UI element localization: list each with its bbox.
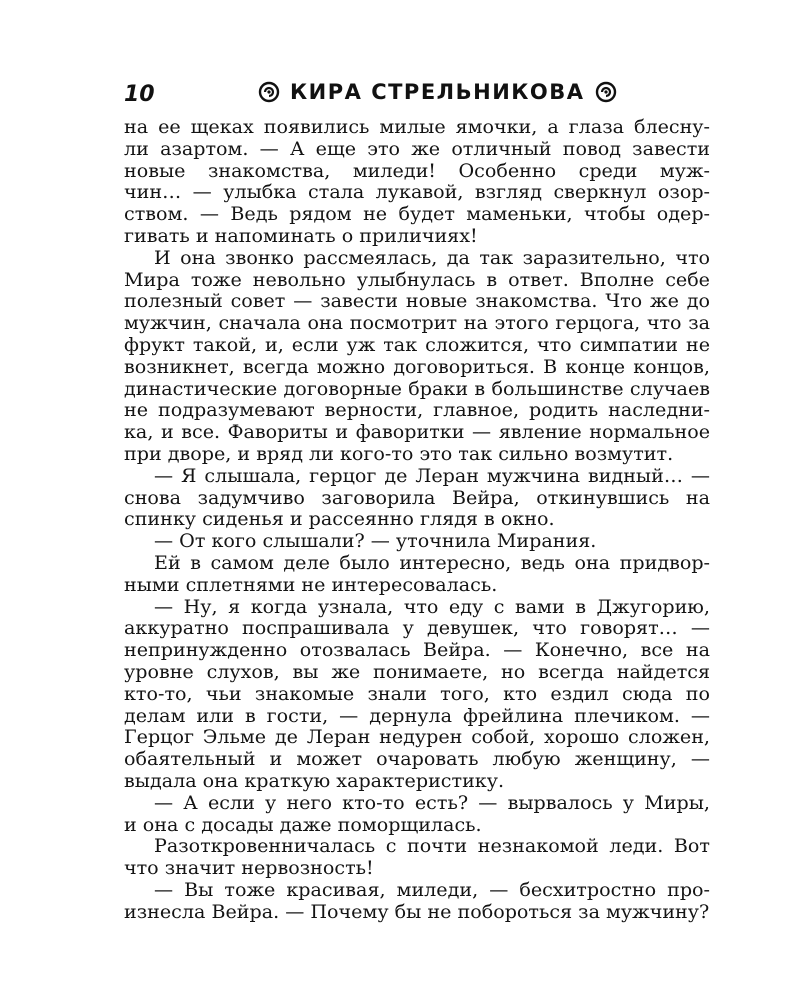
text-line: не подразумевают верности, главное, родить наследни- bbox=[124, 398, 710, 422]
text-line: — А если у него кто-то есть? — вырвалось у Миры, bbox=[154, 790, 710, 814]
text-line: ли азартом. — А еще это же отличный повод завести bbox=[124, 136, 710, 160]
text-line: возникнет, всегда можно договориться. В конце концов, bbox=[124, 354, 710, 378]
page-header bbox=[120, 78, 720, 114]
text-line: ными сплетнями не интересовалась. bbox=[124, 572, 498, 596]
text-line: — От кого слышали? — уточнила Мирания. bbox=[154, 529, 597, 553]
text-line: и она с досады даже поморщилась. bbox=[124, 812, 482, 836]
text-line: на ее щеках появились милые ямочки, а глаза блесну- bbox=[124, 115, 710, 138]
text-line: выдала она краткую характеристику. bbox=[124, 768, 505, 792]
text-line: спинку сиденья и рассеянно глядя в окно. bbox=[124, 507, 555, 531]
text-line: Герцог Эльме де Леран недурен собой, хорошо сложен, bbox=[124, 725, 710, 749]
text-line: — Я слышала, герцог де Леран мужчина видный… — bbox=[154, 463, 710, 487]
text-line: изнесла Вейра. — Почему бы не побороться за мужчину? bbox=[124, 899, 710, 923]
text-line: И она звонко рассмеялась, да так заразительно, что bbox=[154, 245, 710, 269]
text-line: кто-то, чьи знакомые знали того, кто ездил сюда по bbox=[124, 681, 710, 705]
text-line: Мира тоже невольно улыбнулась в ответ. Вполне себе bbox=[124, 267, 710, 291]
spiral-ornament-icon bbox=[258, 81, 280, 103]
text-line: новые знакомства, миледи! Особенно среди муж- bbox=[124, 158, 710, 182]
text-line: Ей в самом деле было интересно, ведь она придвор- bbox=[154, 550, 710, 574]
text-line: мужчин, сначала она посмотрит на этого герцога, что за bbox=[124, 311, 710, 335]
text-line: при дворе, и вряд ли кого-то это так сильно возмутит. bbox=[124, 441, 674, 465]
text-line: династические договорные браки в большинстве случаев bbox=[124, 376, 710, 400]
text-line: ка, и все. Фавориты и фаворитки — явление нормальное bbox=[124, 420, 710, 444]
spiral-ornament-icon bbox=[595, 81, 617, 103]
text-line: снова задумчиво заговорила Вейра, откинувшись на bbox=[124, 485, 710, 509]
text-line: фрукт такой, и, если уж так сложится, что симпатии не bbox=[124, 332, 710, 356]
text-line: что значит нервозность! bbox=[124, 856, 374, 880]
page-number: 10 bbox=[124, 82, 155, 107]
text-line: непринужденно отозвалась Вейра. — Конечно, все на bbox=[124, 638, 710, 662]
text-line: Разоткровенничалась с почти незнакомой леди. Вот bbox=[154, 834, 710, 858]
text-line: аккуратно поспрашивала у девушек, что говорят… — bbox=[124, 616, 710, 640]
text-line: полезный совет — завести новые знакомства. Что же до bbox=[124, 289, 710, 313]
text-line: уровне слухов, вы же понимаете, но всегда найдется bbox=[124, 659, 710, 683]
running-head bbox=[258, 80, 617, 104]
author-name: КИРА СТРЕЛЬНИКОВА bbox=[290, 80, 585, 104]
text-line: — Вы тоже красивая, миледи, — бесхитростно про- bbox=[154, 877, 710, 901]
text-line: — Ну, я когда узнала, что еду с вами в Джугорию, bbox=[154, 594, 710, 618]
body-text bbox=[124, 116, 710, 922]
text-line: чин… — улыбка стала лукавой, взгляд сверкнул озор- bbox=[124, 180, 710, 204]
text-line: делам или в гости, — дернула фрейлина плечиком. — bbox=[124, 703, 710, 727]
text-line: гивать и напоминать о приличиях! bbox=[124, 223, 478, 247]
text-line: обаятельный и может очаровать любую женщину, — bbox=[124, 747, 710, 771]
text-line: ством. — Ведь рядом не будет маменьки, чтобы одер- bbox=[124, 202, 710, 226]
